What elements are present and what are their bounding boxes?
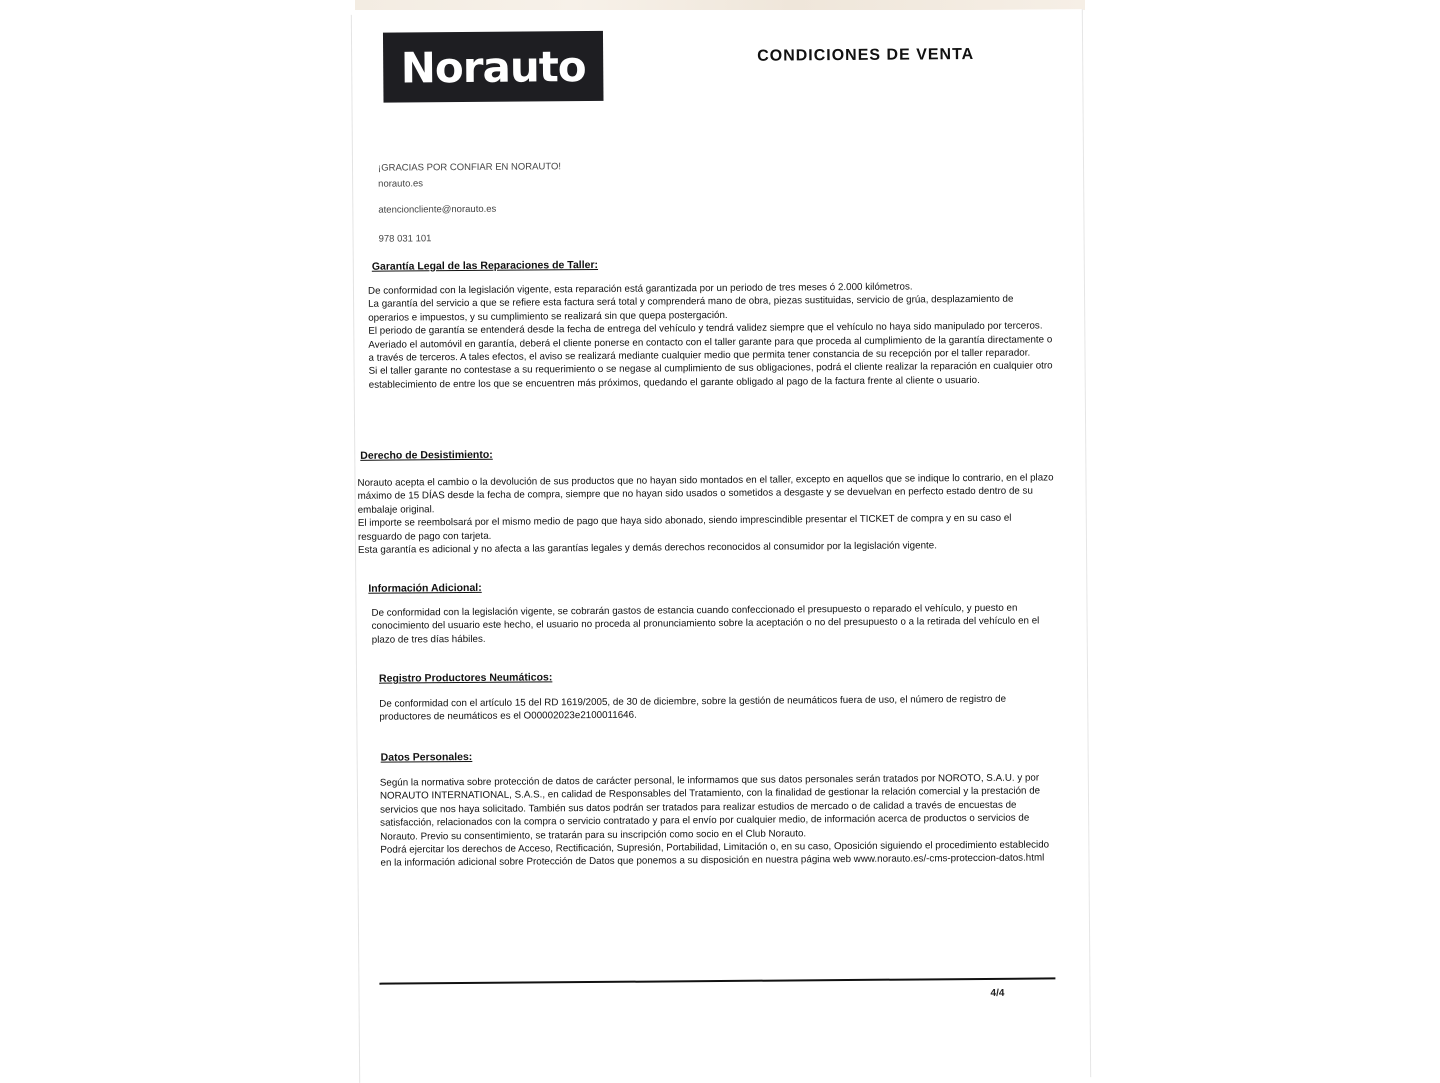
paragraph: La garantía del servicio a que se refiere esta factura será total y comprenderá mano de obra, piezas sustituidas, servicio de grúa, desplazamiento de operarios e impuestos, y su cumplimiento se realizará sin que quepa postergación. <box>368 294 1014 324</box>
section-title-informacion: Información Adicional: <box>368 581 482 595</box>
section-body-neumaticos <box>379 693 1029 725</box>
thanks-line: ¡GRACIAS POR CONFIAR EN NORAUTO! <box>377 161 562 174</box>
paragraph: De conformidad con el artículo 15 del RD 1619/2005, de 30 de diciembre, sobre la gestión de neumáticos fuera de uso, el número de registro de productores de neumáticos es el O00002023e2100011646. <box>379 693 1007 724</box>
paragraph: Según la normativa sobre protección de datos de carácter personal, le informamos que sus datos personales serán tratados por NOROTO, S.A.U. y por NORAUTO INTERNATIONAL, S.A.S., en calidad de Responsables del Tratamiento, con la finalidad de gestionar la relación comercial y la prestación de servicios que nos haya solicitado. También sus datos podrán ser tratados para realizar estudios de mercado o de calidad a través de encuestas de satisfacción, relacionados con la compra o servicio contratado y para el envío por cualquier medio, de información acerca de productos o servicios de Norauto. Previo su consentimiento, se tratarán para su inscripción como socio en el Club Norauto. <box>379 772 1041 843</box>
document-title: CONDICIONES DE VENTA <box>757 45 975 65</box>
paragraph: Norauto acepta el cambio o la devolución de sus productos que no hayan sido montados en el taller, excepto en aquellos que se indique lo contrario, en el plazo máximo de 15 DÍAS desde la fecha de compra, siempre que no hayan sido usados o sometidos a desgaste y se devuelvan en perfecto estado dentro de su embalaje original. <box>357 472 1054 516</box>
section-body-desistimiento <box>357 471 1058 557</box>
paragraph: Podrá ejercitar los derechos de Acceso, Rectificación, Supresión, Portabilidad, Limitación o, en su caso, Oposición siguiendo el procedimiento establecido en la información adicional sobre Protección de Datos que ponemos a su disposición en nuestra página web www.norauto.es/-cms-proteccion-datos.html <box>380 839 1050 870</box>
website-text: norauto.es <box>378 178 424 190</box>
paragraph: De conformidad con la legislación vigente, se cobrarán gastos de estancia cuando confeccionado el presupuesto o reparado el vehículo, y puesto en conocimiento del usuario este hecho, el usuario no proceda al pronunciamiento sobre la aceptación o no del presupuesto o a la retirada del vehículo en el plazo de tres días hábiles. <box>371 602 1040 646</box>
section-title-neumaticos: Registro Productores Neumáticos: <box>378 671 553 685</box>
phone-text: 978 031 101 <box>378 233 432 245</box>
paragraph: De conformidad con la legislación vigente, esta reparación está garantizada por un periodo de tres meses ó 2.000 kilómetros. <box>367 281 913 297</box>
document-page <box>351 9 1091 1083</box>
section-body-garantia <box>368 279 1055 392</box>
section-title-desistimiento: Derecho de Desistimiento: <box>360 448 493 462</box>
paper-stain <box>355 0 1085 10</box>
section-body-informacion <box>371 601 1051 647</box>
email-text: atencioncliente@norauto.es <box>378 203 497 216</box>
section-title-datos: Datos Personales: <box>380 750 473 764</box>
footer-rule <box>379 977 1055 984</box>
norauto-logo <box>383 31 604 103</box>
paragraph: Esta garantía es adicional y no afecta a las garantías legales y demás derechos reconocidos al consumidor por la legislación vigente. <box>357 540 937 556</box>
logo-text: Norauto <box>400 41 586 92</box>
paragraph: Si el taller garante no contestase a su requerimiento o se negase al cumplimiento de sus obligaciones, podrá el cliente realizar la reparación en cualquier otro establecimiento de entre los que se encuentren más próximos, quedando el garante obligado al pago de la factura frente al cliente o usuario. <box>368 360 1053 391</box>
section-body-datos <box>380 771 1051 870</box>
section-title-garantia: Garantía Legal de las Reparaciones de Taller: <box>371 258 599 273</box>
paragraph: El periodo de garantía se entenderá desde la fecha de entrega del vehículo y tendrá validez siempre que el vehículo no haya sido manipulado por terceros. <box>368 320 1043 337</box>
paragraph: El importe se reembolsará por el mismo medio de pago que haya sido abonado, siendo imprescindible presentar el TICKET de compra y en su caso el resguardo de pago con tarjeta. <box>357 512 1012 543</box>
paragraph: Averiado el automóvil en garantía, deberá el cliente ponerse en contacto con el taller garante para que proceda al cumplimiento de la garantía directamente o a través de terceros. A tales efectos, el aviso se realizará mediante cualquier medio que permita tener constancia de su recepción por el taller reparador. <box>368 334 1053 364</box>
page-number: 4/4 <box>990 987 1005 999</box>
